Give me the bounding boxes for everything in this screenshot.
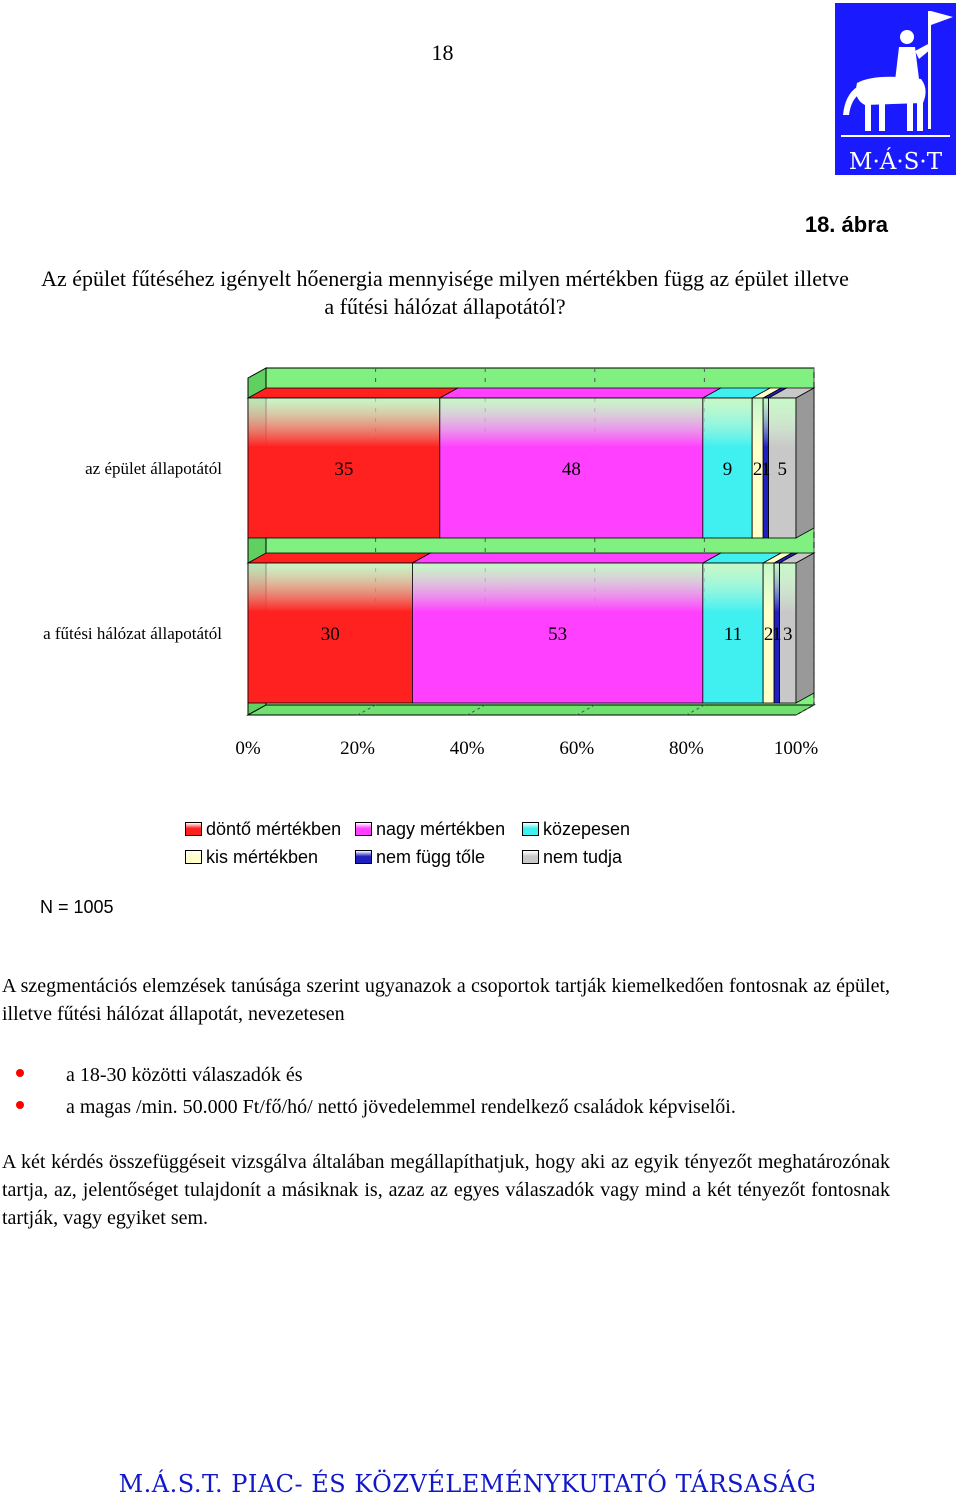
data-label: 1 xyxy=(772,624,782,645)
bar-top-face xyxy=(248,388,458,398)
data-label: 2 xyxy=(763,624,774,645)
list-item-text: a magas /min. 50.000 Ft/fő/hó/ nettó jövedelemmel rendelkező családok képviselői. xyxy=(66,1096,736,1118)
legend-label: nem tudja xyxy=(543,846,623,867)
paragraph-segmentation: A szegmentációs elemzések tanúsága szerint ugyanazok a csoportok tartják kiemelkedően fontosnak az épület, illetve fűtési hálózat állapotát, nevezetesen xyxy=(2,975,890,1025)
bullet-dot-icon xyxy=(16,1101,24,1109)
list-item xyxy=(0,1093,900,1125)
footer-company-name: M.Á.S.T. PIAC- ÉS KÖZVÉLEMÉNYKUTATÓ TÁRSASÁG xyxy=(118,1470,817,1498)
legend-swatch xyxy=(185,822,202,836)
x-tick-label: 80% xyxy=(668,738,704,759)
data-label: 30 xyxy=(320,624,340,645)
list-item-text: a 18-30 közötti válaszadók és xyxy=(66,1064,303,1086)
list-item xyxy=(0,1061,900,1093)
bullet-list xyxy=(0,1061,900,1125)
legend-swatch xyxy=(355,822,372,836)
legend-label: kis mértékben xyxy=(206,846,319,867)
legend-label: döntő mértékben xyxy=(206,818,342,839)
data-label: 35 xyxy=(334,459,354,480)
legend-item xyxy=(185,818,341,840)
x-tick-label: 0% xyxy=(235,738,261,759)
x-tick-label: 100% xyxy=(773,738,819,759)
logo-text: M·Á·S·T xyxy=(848,149,943,175)
legend-item xyxy=(355,818,505,840)
bar-top-face xyxy=(248,553,430,563)
bullet-dot-icon xyxy=(16,1069,24,1077)
legend-item xyxy=(522,846,622,868)
chart-floor xyxy=(248,705,814,715)
chart-title: Az épület fűtéséhez igényelt hőenergia mennyisége milyen mértékben függ az épület illetve a fűtési hálózat állapotától? xyxy=(41,266,849,319)
legend-label: nagy mértékben xyxy=(376,818,506,839)
legend-swatch xyxy=(185,850,202,864)
data-label: 48 xyxy=(561,459,581,480)
bar-side-face xyxy=(796,553,814,703)
mast-logo xyxy=(835,3,956,175)
x-tick-label: 20% xyxy=(340,738,376,759)
category-label: az épület állapotától xyxy=(85,459,222,478)
x-tick-label: 60% xyxy=(559,738,595,759)
category-label: a fűtési hálózat állapotától xyxy=(43,624,222,643)
sample-size-label: N = 1005 xyxy=(40,897,114,917)
bar-top-face xyxy=(412,553,720,563)
legend-item xyxy=(522,818,630,840)
data-label: 5 xyxy=(777,459,788,480)
data-label: 11 xyxy=(723,624,743,645)
stacked-bar-chart xyxy=(0,360,960,770)
data-label: 9 xyxy=(722,459,733,480)
data-label: 2 xyxy=(752,459,763,480)
page-number: 18 xyxy=(431,40,454,65)
x-tick-label: 40% xyxy=(449,738,485,759)
data-label: 1 xyxy=(761,459,771,480)
legend-swatch xyxy=(522,850,539,864)
paragraph-conclusion: A két kérdés összefüggéseit vizsgálva általában megállapíthatjuk, hogy aki az egyik tényezőt meghatározónak tartja, az, jelentőséget tulajdonít a másiknak is, azaz az egyes válaszadók vagy mind a két tényezőt fontosnak tartják, vagy egyiket sem. xyxy=(2,1151,890,1229)
legend-item xyxy=(185,846,318,868)
data-label: 3 xyxy=(783,624,793,645)
legend-label: nem függ tőle xyxy=(376,846,486,867)
legend-swatch xyxy=(355,850,372,864)
legend-item xyxy=(355,846,485,868)
data-label: 53 xyxy=(548,624,568,645)
bar-top-face xyxy=(440,388,721,398)
bar-side-face xyxy=(796,388,814,538)
figure-label: 18. ábra xyxy=(804,212,888,237)
legend-swatch xyxy=(522,822,539,836)
legend-label: közepesen xyxy=(543,818,631,839)
chart-legend xyxy=(185,818,685,874)
